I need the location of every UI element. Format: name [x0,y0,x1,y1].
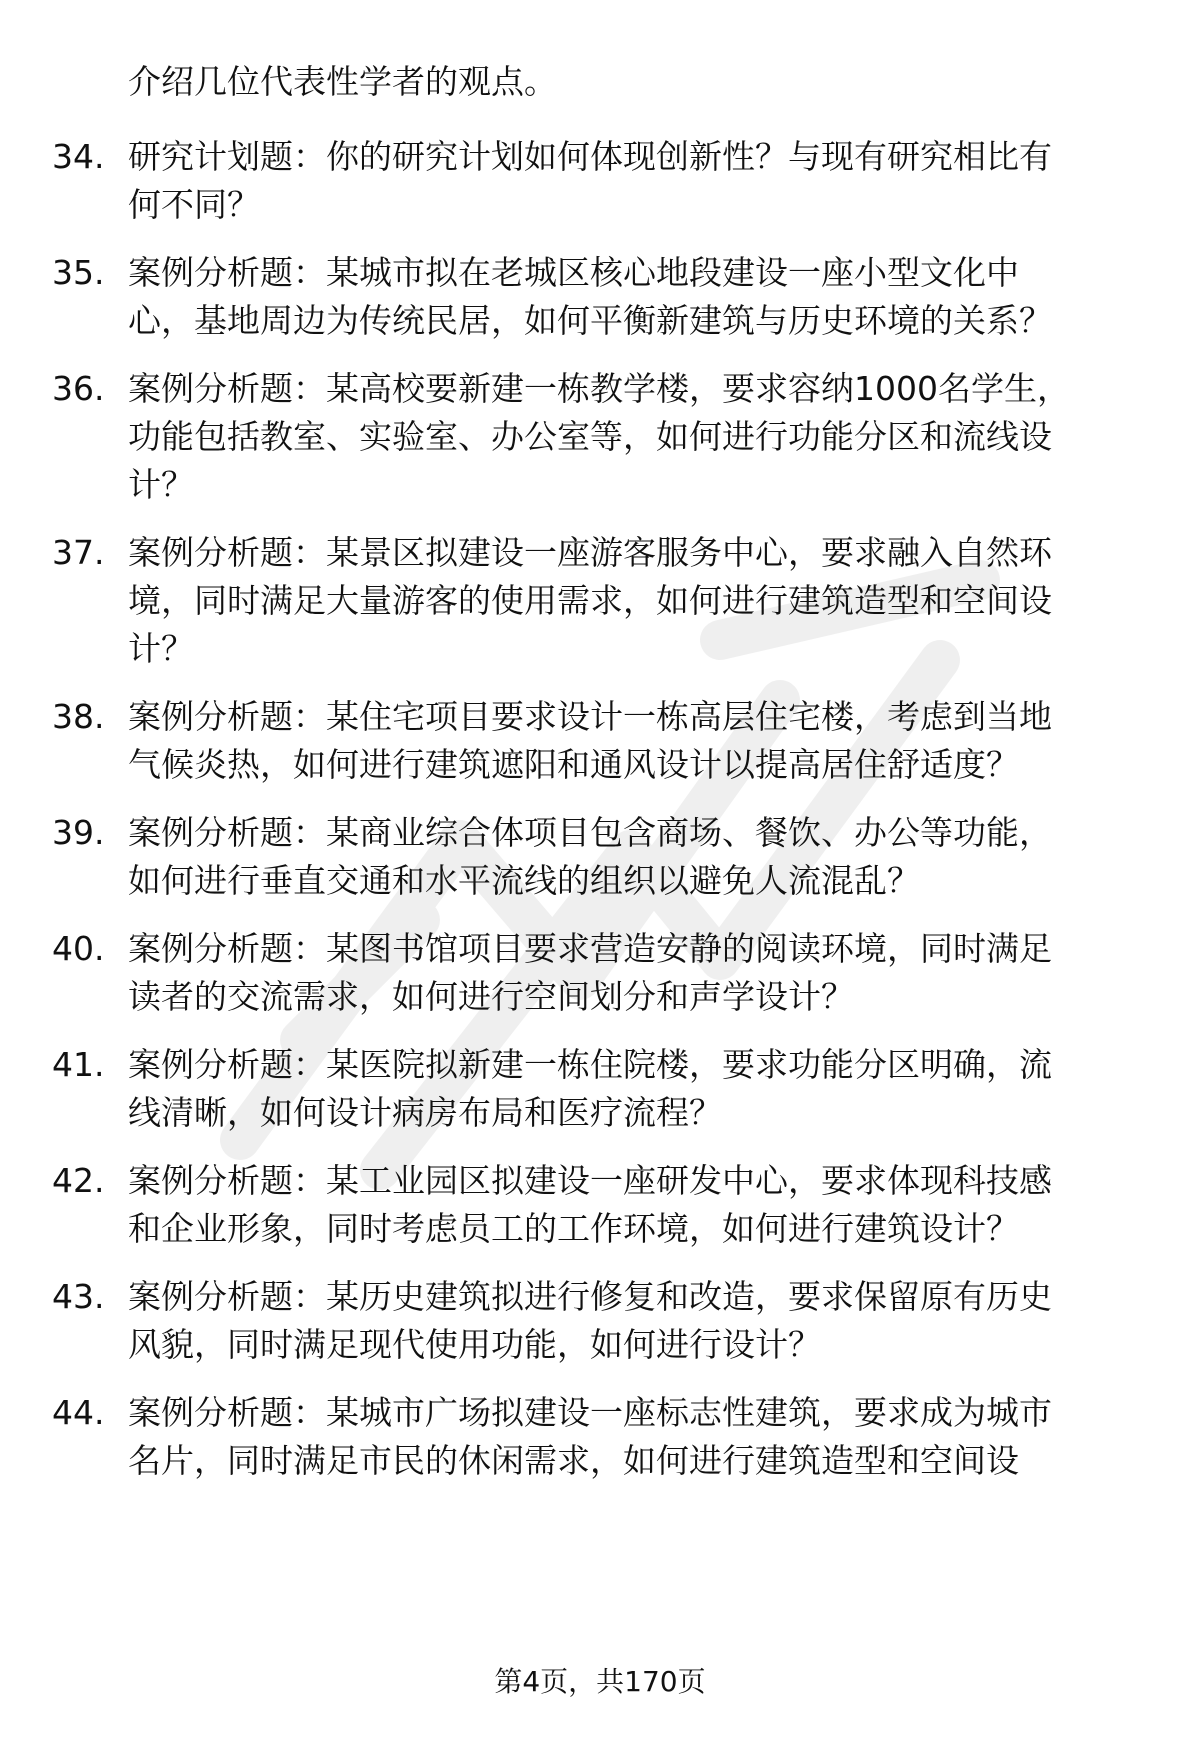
question-text [128,365,1148,509]
question-line: 线清晰，如何设计病房布局和医疗流程？ [128,1093,722,1132]
question-line: 风貌，同时满足现代使用功能，如何进行设计？ [128,1325,821,1364]
question-text [128,693,1148,789]
question-text [128,529,1148,673]
question-line: 功能包括教室、实验室、办公室等，如何进行功能分区和流线设 [128,417,1052,456]
question-line: 名片，同时满足市民的休闲需求，如何进行建筑造型和空间设 [128,1441,1019,1480]
question-text [128,1389,1148,1485]
question-number: 39. [52,813,105,852]
question-line: 案例分析题：某工业园区拟建设一座研发中心，要求体现科技感 [128,1161,1052,1200]
question-text [128,925,1148,1021]
question-line: 案例分析题：某图书馆项目要求营造安静的阅读环境，同时满足 [128,929,1052,968]
question-line: 心，基地周边为传统民居，如何平衡新建筑与历史环境的关系？ [128,301,1052,340]
question-text [128,1157,1148,1253]
question-line: 案例分析题：某医院拟新建一栋住院楼，要求功能分区明确，流 [128,1045,1052,1084]
page-footer: 第4页，共170页 [494,1665,706,1698]
question-line: 和企业形象，同时考虑员工的工作环境，如何进行建筑设计？ [128,1209,1019,1248]
question-number: 37. [52,533,105,572]
question-line: 案例分析题：某城市拟在老城区核心地段建设一座小型文化中 [128,253,1019,292]
question-text [128,133,1148,229]
question-line: 计？ [128,629,194,668]
continuation-text: 介绍几位代表性学者的观点。 [128,62,557,101]
question-line: 案例分析题：某高校要新建一栋教学楼，要求容纳1000名学生， [128,369,1070,408]
question-text [128,249,1148,345]
question-number: 34. [52,137,105,176]
question-line: 气候炎热，如何进行建筑遮阳和通风设计以提高居住舒适度？ [128,745,1019,784]
question-text [128,809,1148,905]
question-line: 案例分析题：某历史建筑拟进行修复和改造，要求保留原有历史 [128,1277,1052,1316]
question-line: 研究计划题：你的研究计划如何体现创新性？与现有研究相比有 [128,137,1052,176]
question-number: 38. [52,697,105,736]
question-number: 40. [52,929,105,968]
question-line: 案例分析题：某城市广场拟建设一座标志性建筑，要求成为城市 [128,1393,1052,1432]
question-number: 41. [52,1045,105,1084]
question-line: 案例分析题：某住宅项目要求设计一栋高层住宅楼，考虑到当地 [128,697,1052,736]
question-number: 35. [52,253,105,292]
question-line: 案例分析题：某商业综合体项目包含商场、餐饮、办公等功能， [128,813,1052,852]
question-line: 案例分析题：某景区拟建设一座游客服务中心，要求融入自然环 [128,533,1052,572]
question-number: 42. [52,1161,105,1200]
question-number: 36. [52,369,105,408]
question-text [128,1273,1148,1369]
question-number: 43. [52,1277,105,1316]
question-line: 何不同？ [128,185,260,224]
question-line: 计？ [128,465,194,504]
question-number: 44. [52,1393,105,1432]
question-line: 读者的交流需求，如何进行空间划分和声学设计？ [128,977,854,1016]
question-line: 如何进行垂直交通和水平流线的组织以避免人流混乱？ [128,861,920,900]
question-line: 境，同时满足大量游客的使用需求，如何进行建筑造型和空间设 [128,581,1052,620]
question-text [128,1041,1148,1137]
